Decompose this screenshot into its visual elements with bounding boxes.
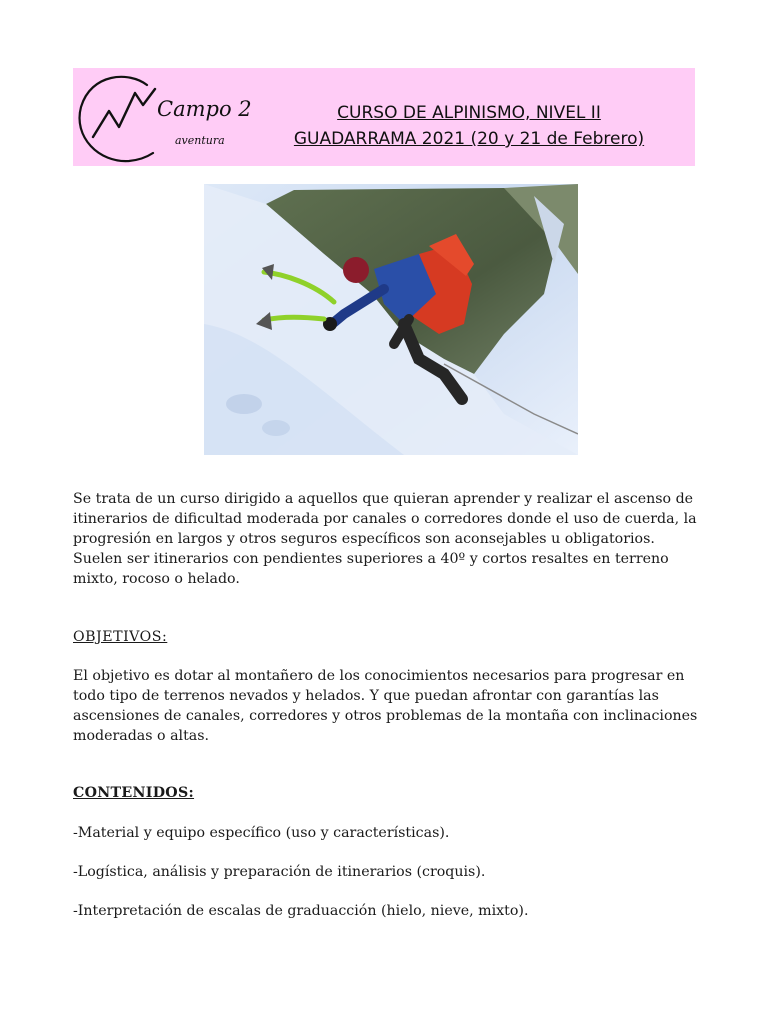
objetivos-heading: OBJETIVOS:: [73, 629, 168, 645]
page-title: [269, 100, 669, 152]
logo-subtitle: aventura: [175, 134, 225, 147]
contenidos-item: -Interpretación de escalas de graduacción (hielo, nieve, mixto).: [73, 903, 529, 919]
contenidos-item: -Logística, análisis y preparación de itinerarios (croquis).: [73, 864, 486, 880]
contenidos-heading: CONTENIDOS:: [73, 785, 195, 801]
intro-paragraph: Se trata de un curso dirigido a aquellos que quieran aprender y realizar el ascenso de itinerarios de dificultad moderada por canales o corredores donde el uso de cuerda, la progresión en largos y otros seguros específicos son aconsejables u obligatorios. Suelen ser itinerarios con pendientes superiores a 40º y cortos resaltes en terreno mixto, rocoso o helado.: [73, 491, 697, 587]
title-line-1: CURSO DE ALPINISMO, NIVEL II: [337, 103, 601, 123]
header-banner: [73, 68, 695, 166]
title-line-2: GUADARRAMA 2021 (20 y 21 de Febrero): [293, 129, 645, 149]
campo2-logo: [77, 71, 257, 165]
objetivos-paragraph: El objetivo es dotar al montañero de los conocimientos necesarios para progresar en todo tipo de terrenos nevados y helados. Y que puedan afrontar con garantías las ascensiones de canales, corredores y otros problemas de la montaña con inclinaciones moderadas o altas.: [73, 668, 698, 744]
logo-brand: Campo 2: [157, 97, 252, 121]
contenidos-item: -Material y equipo específico (uso y características).: [73, 825, 450, 841]
ice-climber-photo: [204, 184, 578, 455]
